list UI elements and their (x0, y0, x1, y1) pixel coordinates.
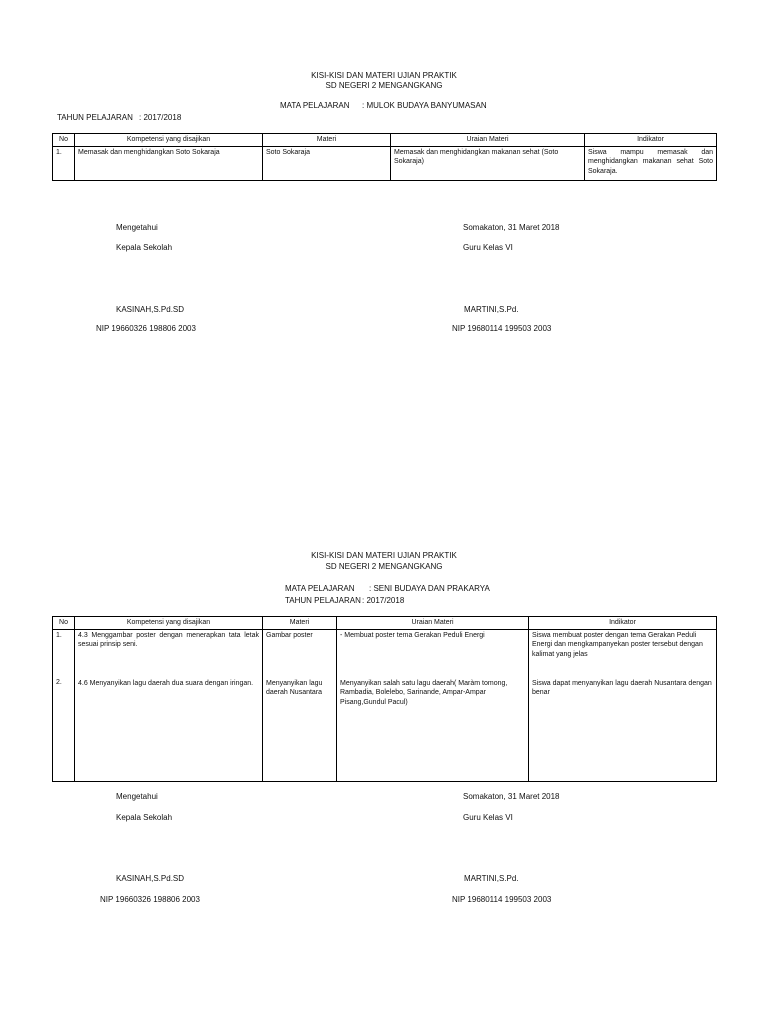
cell-indikator (529, 629, 717, 781)
cell-indikator: Siswa mampu memasak dan menghidangkan makanan sehat Soto Sokaraja. (585, 146, 717, 180)
doc1-col-no: No (53, 134, 75, 147)
cell-materi (263, 629, 337, 781)
doc1-table (52, 133, 717, 181)
row1-no: 1. (56, 631, 62, 639)
cell-kompetensi: Memasak dan menghidangkan Soto Sokaraja (75, 146, 263, 180)
doc1-sign-left-nip: NIP 19660326 198806 2003 (96, 324, 196, 333)
row1-indikator: Siswa membuat poster dengan tema Gerakan Peduli Energi dan mengkampanyekan poster tersebut dengan kalimat yang jelas (532, 631, 703, 658)
doc1-title-line2: SD NEGERI 2 MENGANGKANG (325, 81, 443, 90)
doc1-sign-right-name: MARTINI,S.Pd. (464, 305, 519, 314)
cell-kompetensi (75, 629, 263, 781)
doc2-col-uraian: Uraian Materi (337, 617, 529, 630)
cell-no: 1. (53, 146, 75, 180)
row1-uraian: - Membuat poster tema Gerakan Peduli Energi (340, 631, 485, 639)
doc2-mapel-value: : SENI BUDAYA DAN PRAKARYA (369, 584, 490, 593)
doc2-table-header (53, 617, 717, 630)
doc2-col-indikator: Indikator (529, 617, 717, 630)
row2-no: 2. (56, 679, 62, 686)
doc2-sign-left-mengetahui: Mengetahui (116, 792, 158, 801)
table-row (53, 629, 717, 781)
cell-uraian: Memasak dan menghidangkan makanan sehat (Soto Sokaraja) (391, 146, 585, 180)
table-row (53, 146, 717, 180)
doc1-sign-left-name: KASINAH,S.Pd.SD (116, 305, 185, 314)
doc2-table (52, 616, 717, 782)
doc1-col-uraian: Uraian Materi (391, 134, 585, 147)
doc2-sign-right-name: MARTINI,S.Pd. (464, 874, 519, 883)
doc2-col-no: No (53, 617, 75, 630)
doc2-tahun-value: : 2017/2018 (362, 596, 405, 605)
doc1-table-header (53, 134, 717, 147)
row2-uraian: Menyanyikan salah satu lagu daerah( Maràm tomong, Rambadia, Bolelebo, Sarinande, Ampar-Ampar Pisang,Gundul Pacul) (340, 679, 508, 706)
row2-materi: Menyanyikan lagu daerah Nusantara (266, 679, 323, 696)
row1-materi: Gambar poster (266, 631, 313, 639)
doc2-sign-right-role: Guru Kelas VI (463, 813, 513, 822)
doc1-sign-left-role: Kepala Sekolah (116, 243, 173, 252)
doc2-tahun-label: TAHUN PELAJARAN (285, 596, 361, 605)
doc1-col-kompetensi: Kompetensi yang disajikan (75, 134, 263, 147)
doc2-col-kompetensi: Kompetensi yang disajikan (75, 617, 263, 630)
row1-kompetensi: 4.3 Menggambar poster dengan menerapkan tata letak sesuai prinsip seni. (78, 631, 259, 648)
doc1-mapel-value: : MULOK BUDAYA BANYUMASAN (362, 101, 487, 110)
row2-kompetensi: 4.6 Menyanyikan lagu daerah dua suara dengan iringan. (78, 679, 254, 687)
doc2-col-materi: Materi (263, 617, 337, 630)
doc2-mapel-label: MATA PELAJARAN (285, 584, 355, 593)
doc2-sign-right-nip: NIP 19680114 199503 2003 (452, 895, 552, 904)
doc1-title-line1: KISI-KISI DAN MATERI UJIAN PRAKTIK (311, 71, 457, 80)
doc1-col-materi: Materi (263, 134, 391, 147)
cell-no (53, 629, 75, 781)
row2-indikator: Siswa dapat menyanyikan lagu daerah Nusantara dengan benar (532, 679, 712, 696)
doc1-mapel-label: MATA PELAJARAN (280, 101, 350, 110)
doc1-sign-right-role: Guru Kelas VI (463, 243, 513, 252)
cell-uraian (337, 629, 529, 781)
doc1-tahun-value: : 2017/2018 (139, 113, 182, 122)
doc1-tahun-label: TAHUN PELAJARAN (57, 113, 133, 122)
doc1-sign-right-date: Somakaton, 31 Maret 2018 (463, 223, 560, 232)
doc1-sign-right-nip: NIP 19680114 199503 2003 (452, 324, 552, 333)
cell-materi: Soto Sokaraja (263, 146, 391, 180)
doc2-title-line2: SD NEGERI 2 MENGANGKANG (325, 562, 443, 571)
doc2-sign-right-date: Somakaton, 31 Maret 2018 (463, 792, 560, 801)
doc1-col-indikator: Indikator (585, 134, 717, 147)
doc2-sign-left-name: KASINAH,S.Pd.SD (116, 874, 185, 883)
doc1-sign-left-mengetahui: Mengetahui (116, 223, 158, 232)
doc2-sign-left-nip: NIP 19660326 198806 2003 (100, 895, 200, 904)
doc2-sign-left-role: Kepala Sekolah (116, 813, 173, 822)
doc2-title-line1: KISI-KISI DAN MATERI UJIAN PRAKTIK (311, 551, 457, 560)
